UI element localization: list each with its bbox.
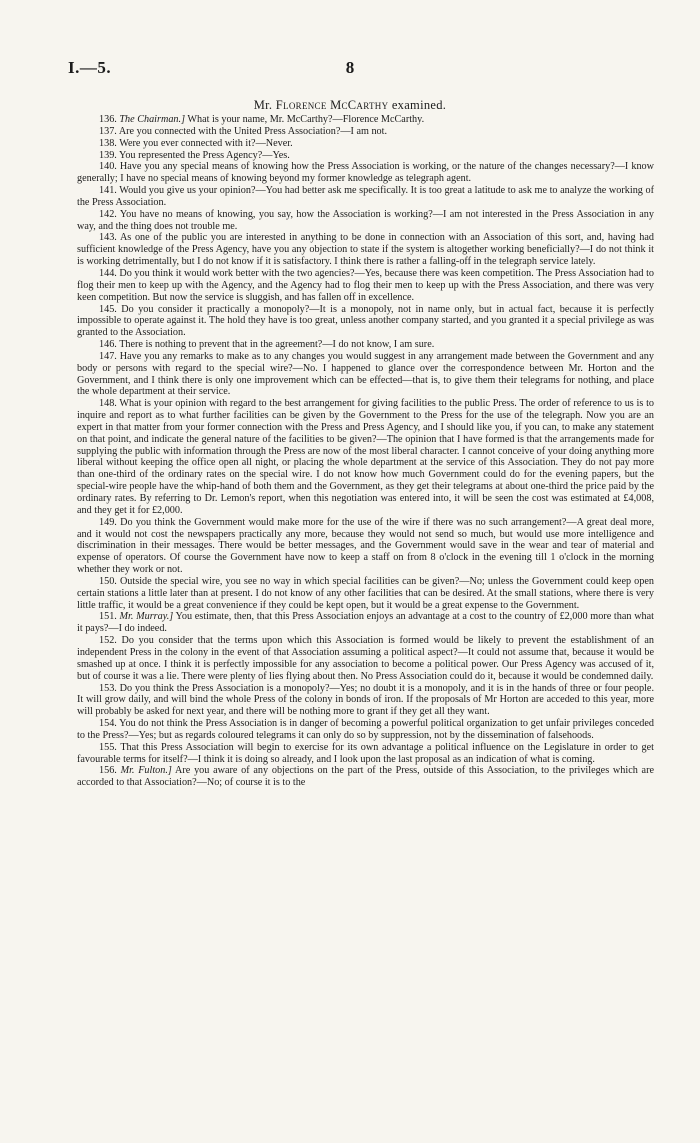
question-number: 154. [99, 718, 117, 730]
question-answer-text: Outside the special wire, you see no way in which special facilities can be given?—No; unless the Government could keep open certain stations a little later than at present. I do not know of any other facilities that can be desired. At the small stations, where there is very little traffic, it would be a great convenience if they could be kept open, but it would be a great expense to the Government. [77, 575, 654, 611]
question-number: 155. [99, 741, 117, 753]
testimony-paragraph [77, 161, 654, 185]
testimony-paragraph [77, 150, 654, 162]
question-number: 156. [99, 765, 117, 777]
testimony-paragraph [77, 517, 654, 576]
question-answer-text: You do not think the Press Association is in danger of becoming a powerful political organization to get unfair privileges conceded to the Press?—Yes; but as regards coloured telegrams it can only do so by suppression, not by the dissemination of falsehoods. [77, 718, 655, 741]
question-number: 143. [99, 232, 117, 244]
testimony-paragraph [77, 138, 654, 150]
question-answer-text: Were you ever connected with it?—Never. [119, 137, 293, 149]
testimony-paragraph [77, 232, 654, 268]
witness-name: Florence McCarthy [275, 98, 389, 112]
question-answer-text: Have you any remarks to make as to any changes you would suggest in any arrangement made between the Government and any body or persons with regard to the special wire?—No. I happened to glance over the correspondence between Mr. Horton and the Government, and I think there is only one improvement which can be effected—that is, to give them their telegrams for nothing, and place the whole department at their service. [77, 350, 654, 398]
testimony-paragraph [77, 611, 654, 635]
section-heading [0, 98, 700, 113]
question-number: 150. [99, 575, 117, 587]
question-number: 142. [99, 208, 117, 220]
speaker-label: The Chairman.] [119, 114, 186, 125]
question-number: 145. [99, 303, 117, 315]
question-number: 137. [99, 125, 117, 137]
question-number: 149. [99, 516, 117, 528]
testimony-paragraph [77, 339, 654, 351]
heading-suffix: examined. [388, 98, 447, 112]
question-answer-text: Do you think the Press Association is a monopoly?—Yes; no doubt it is a monopoly, and it is in the hands of three or four people. It will grow daily, and will bind the whole Press of the colony in bonds of iron. If the proposals of Mr Horton are acceded to this year, more will probably be asked for next year, and there will be nothing more to grant if they get all they want. [77, 682, 654, 718]
question-number: 139. [99, 149, 117, 161]
testimony-paragraph [77, 209, 654, 233]
question-number: 138. [99, 137, 117, 149]
testimony-paragraph [77, 576, 654, 612]
question-number: 144. [99, 267, 117, 279]
question-answer-text: There is nothing to prevent that in the agreement?—I do not know, I am sure. [119, 339, 435, 351]
question-answer-text: Are you connected with the United Press Association?—I am not. [118, 125, 388, 137]
testimony-body [77, 114, 654, 789]
question-number: 146. [99, 339, 117, 351]
testimony-paragraph [77, 126, 654, 138]
question-answer-text: What is your opinion with regard to the best arrangement for giving facilities to the public Press. The order of reference to us is to inquire and report as to what further facilities can be given by the Government to the Press for the use of the telegraph. Now you are an expert in that matter from your former connection with the Press and Press Agency, and I should like you, if you can, to make any statement on that point, and indicate the general nature of the facilities to be given?—The opinion that I have formed is that the arrangements made for supplying the public with information through the Press are now of the most liberal character. I cannot conceive of your doing anything more liberal without keeping the office open all night, or placing the whole department at the service of this Association. They do not pay more than one-third of the ordinary rates on the special wire. I do not know how much Government could do for the evening papers, but the special-wire people have the whip-hand of both them and the Government, as they get their telegrams at about one-third the price paid by the ordinary rates. By referring to Dr. Lemon's report, when this negotiation was entered into, it will be seen the cost was estimated at £4,008, and they get it for £2,000. [77, 398, 654, 516]
question-answer-text: Do you think it would work better with the two agencies?—Yes, because there was keen competition. The Press Association had to flog their men to keep up with the Agency, and the Agency had to flog their men to keep up with the Press Association, and there was very keen competition. But now the service is sluggish, and has fallen off in excellence. [77, 267, 655, 303]
question-answer-text: Do you consider that the terms upon which this Association is formed would be likely to prevent the establishment of an independent Press in the colony in the event of that Association assuming a political aspect?—It could not assume that, because it would be smashed up at once. I think it is perfectly impossible for any association to become a political power. Our Press Agency was accused of it, but of course it was a lie. There were plenty of lies flying about then. No Press Association could do it, because it would be condemned daily. [77, 635, 655, 682]
testimony-paragraph [77, 765, 654, 789]
question-answer-text: Do you think the Government would make more for the use of the wire if there was no such arrangement?—A great deal more, and it would not cost the newspapers practically any more, because they would not send so much, but would use more intelligence and discrimination in their messages. There would be better messages, and the Government would save in the wear and tear of material and expense of operators. Of course the Government have now to keep a staff on from 8 o'clock in the evening till 1 o'clock in the morning whether they work or not. [77, 516, 655, 576]
testimony-paragraph [77, 114, 654, 126]
question-answer-text: You represented the Press Agency?—Yes. [119, 149, 290, 161]
question-answer-text: That this Press Association will begin to exercise for its own advantage a political influence on the Legislature in order to get favourable terms for itself?—I think it is doing so already, and I look upon the last proposal as an indication of what is coming. [77, 741, 654, 765]
question-answer-text: What is your name, Mr. McCarthy?—Florence McCarthy. [185, 114, 425, 125]
question-answer-text: Have you any special means of knowing how the Press Association is working, or the nature of the changes necessary?—I know generally; I have no special means of knowing beyond my former knowledge as telegraph agent. [77, 161, 654, 185]
question-answer-text: Are you aware of any objections on the part of the Press, outside of this Association, to the privileges which are accorded to that Association?—No; of course it is to the [77, 765, 654, 789]
testimony-paragraph [77, 718, 654, 742]
question-answer-text: Do you consider it practically a monopoly?—It is a monopoly, not in name only, but in actual fact, because it is perfectly impossible to operate against it. The hold they have is too great, unless another company started, and you granted it a special privilege as was granted to the Association. [77, 303, 655, 339]
question-number: 136. [99, 114, 117, 125]
question-number: 140. [99, 161, 117, 173]
question-number: 153. [99, 682, 117, 694]
question-number: 148. [99, 398, 117, 410]
testimony-paragraph [77, 683, 654, 719]
question-answer-text: You estimate, then, that this Press Association enjoys an advantage at a cost to the country of £2,000 more than what it pays?—I do indeed. [77, 611, 654, 635]
question-answer-text: Would you give us your opinion?—You had better ask me specifically. It is too great a latitude to ask me to analyze the working of the Press Association. [77, 185, 654, 208]
testimony-paragraph [77, 635, 654, 682]
testimony-paragraph [77, 304, 654, 340]
question-answer-text: You have no means of knowing, you say, how the Association is working?—I am not interested in the Press Association in any way, and the thing does not trouble me. [77, 208, 654, 232]
question-number: 152. [99, 635, 117, 647]
testimony-paragraph [77, 185, 654, 209]
question-answer-text: As one of the public you are interested in anything to be done in connection with an Association of this sort, and, having had sufficient knowledge of the Press Agency, have you any objection to state if the system is altogether working beneficially?—I do not think it is working detrimentally, but I do not know if it is satisfactory. I think there is rather a falling-off in the telegraph service lately. [77, 232, 654, 268]
speaker-label: Mr. Murray.] [119, 611, 174, 623]
question-number: 151. [99, 611, 117, 623]
page-header [68, 58, 632, 82]
speaker-label: Mr. Fulton.] [120, 765, 172, 777]
question-number: 147. [99, 350, 117, 362]
page-number: 8 [345, 58, 355, 77]
testimony-paragraph [77, 351, 654, 398]
testimony-paragraph [77, 268, 654, 304]
heading-prefix: Mr. [253, 98, 276, 112]
testimony-paragraph [77, 742, 654, 766]
question-number: 141. [99, 185, 117, 197]
page-reference: I.—5. [68, 58, 112, 77]
testimony-paragraph [77, 398, 654, 516]
